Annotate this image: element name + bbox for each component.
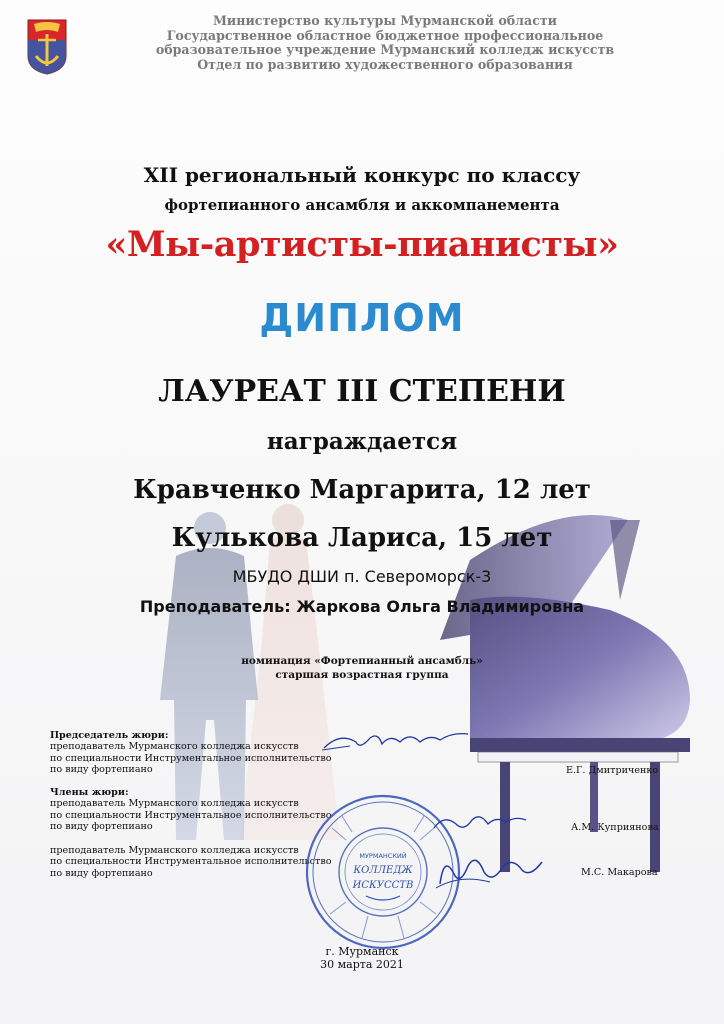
jury-chair-heading: Председатель жюри: — [50, 730, 169, 741]
awarded-label: награждается — [266, 428, 458, 455]
jury-member1-line: преподаватель Мурманского колледжа искусств — [50, 798, 299, 810]
stamp-text-2: КОЛЛЕДЖ — [353, 865, 413, 876]
stamp-text-3: ИСКУССТВ — [352, 880, 414, 891]
org-line-1: Министерство культуры Мурманской области — [212, 13, 558, 28]
teacher-name: Преподаватель: Жаркова Ольга Владимировна — [139, 597, 585, 616]
contest-title-line1: XII региональный конкурс по классу — [143, 163, 581, 187]
signature-member2 — [430, 844, 550, 894]
participant-name-2: Кулькова Лариса, 15 лет — [171, 523, 553, 553]
jury-chair-line: по специальности Инструментальное исполнительство — [50, 752, 332, 764]
org-line-2: Государственное областное бюджетное профессиональное — [166, 27, 604, 43]
laureate-degree: ЛАУРЕАТ III СТЕПЕНИ — [158, 374, 566, 409]
nomination-block — [0, 654, 724, 682]
jury-member2-block — [50, 845, 332, 879]
diploma-heading: ДИПЛОМ — [259, 296, 465, 340]
participant-name-1: Кравченко Маргарита, 12 лет — [133, 475, 591, 505]
stamp-text-1: МУРМАНСКИЙ — [359, 852, 407, 860]
jury-member1-name: А.М. Куприянова — [571, 822, 659, 833]
jury-member1-block — [50, 787, 332, 832]
jury-chair-name: Е.Г. Дмитриченко — [566, 765, 659, 776]
age-group-text: старшая возрастная группа — [275, 669, 449, 681]
jury-chair-line: преподаватель Мурманского колледжа искусств — [50, 741, 299, 753]
signature-member1 — [430, 808, 530, 836]
contest-name: «Мы-артисты-пианисты» — [105, 224, 619, 265]
org-line-3: образовательное учреждение Мурманский колледж искусств — [155, 42, 615, 57]
footer — [0, 946, 724, 971]
jury-chair-block — [50, 730, 332, 775]
school-name: МБУДО ДШИ п. Североморск-3 — [232, 567, 492, 586]
jury-member2-name: М.С. Макарова — [581, 867, 658, 878]
nomination-text: номинация «Фортепианный ансамбль» — [241, 655, 483, 667]
organization-header — [80, 14, 690, 72]
footer-city: г. Мурманск — [325, 945, 399, 958]
footer-date: 30 марта 2021 — [320, 957, 404, 971]
jury-member2-line: преподаватель Мурманского колледжа искусств — [50, 845, 299, 856]
jury-member1-line: по специальности Инструментальное исполнительство — [50, 809, 332, 821]
jury-member2-line: по специальности Инструментальное исполнительство — [50, 856, 332, 868]
jury-members-heading: Члены жюри: — [50, 787, 129, 798]
coat-of-arms-emblem — [26, 18, 68, 76]
contest-title-line2: фортепианного ансамбля и аккомпанемента — [164, 196, 560, 214]
jury-member2-line: по виду фортепиано — [50, 867, 153, 879]
jury-chair-line: по виду фортепиано — [50, 763, 153, 775]
signature-chair — [320, 728, 480, 758]
jury-member1-line: по виду фортепиано — [50, 820, 153, 832]
org-line-4: Отдел по развитию художественного образования — [197, 56, 573, 72]
